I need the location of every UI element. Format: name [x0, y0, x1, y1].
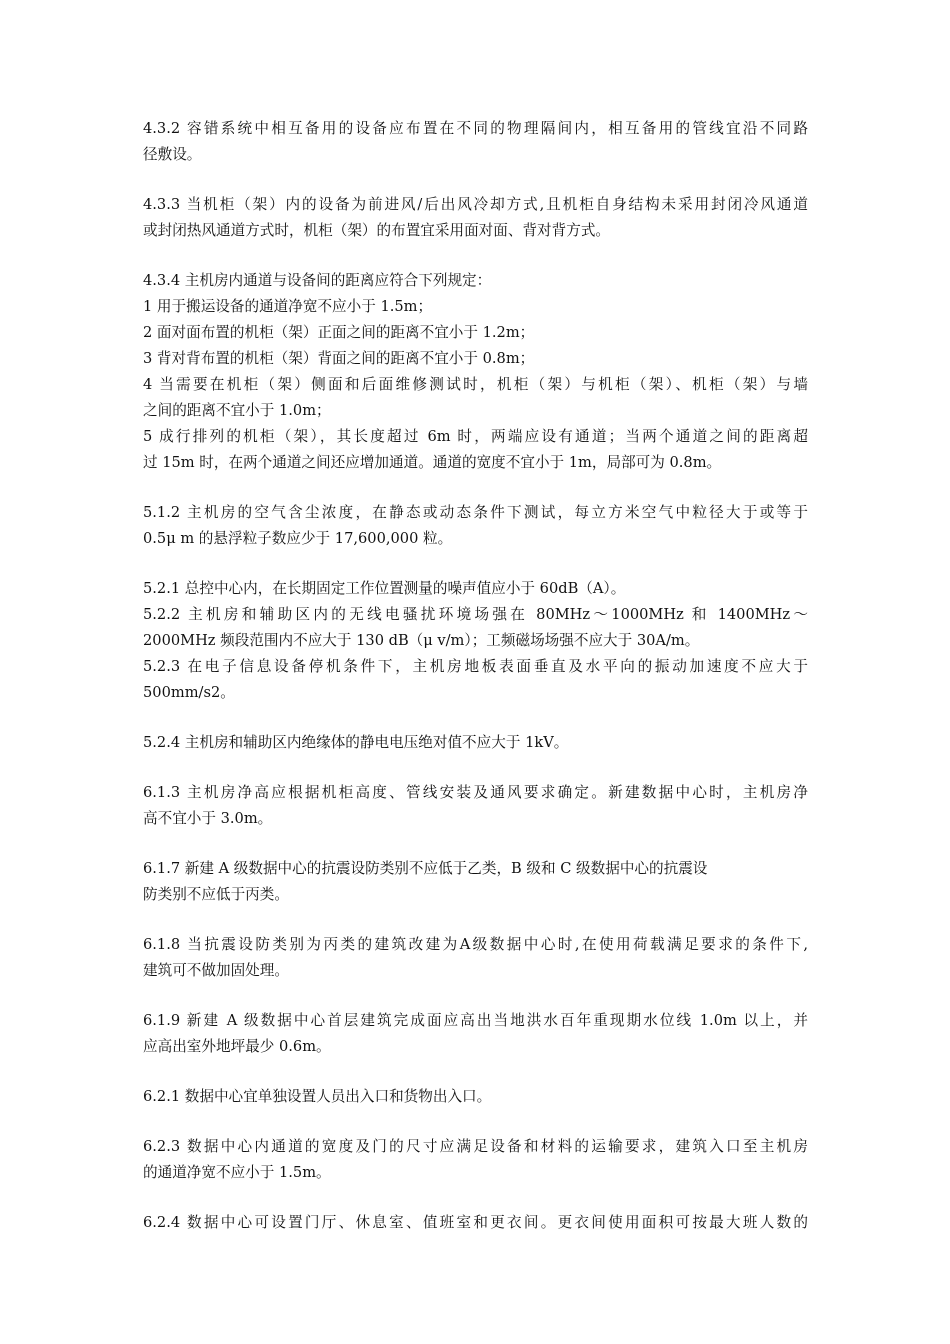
text-line: 6.1.3 主机房净高应根据机柜高度、管线安装及通风要求确定。新建数据中心时，主机房净	[143, 784, 808, 801]
text-line: 建筑可不做加固处理。	[143, 962, 289, 979]
text-line: 5.1.2 主机房的空气含尘浓度，在静态或动态条件下测试，每立方米空气中粒径大于或等于	[143, 504, 808, 521]
clause-6-1-8	[143, 932, 808, 984]
clause-6-2-1	[143, 1084, 808, 1110]
text-line: 径敷设。	[143, 146, 202, 163]
text-line: 5.2.1 总控中心内，在长期固定工作位置测量的噪声值应小于 60dB（A）。	[143, 580, 626, 597]
clause-6-1-9	[143, 1008, 808, 1060]
text-line: 6.2.3 数据中心内通道的宽度及门的尺寸应满足设备和材料的运输要求，建筑入口至主机房	[143, 1138, 808, 1155]
text-line: 过 15m 时，在两个通道之间还应增加通道。通道的宽度不宜小于 1m，局部可为 0.8m。	[143, 454, 722, 471]
text-line: 0.5μ m 的悬浮粒子数应少于 17,600,000 粒。	[143, 530, 453, 547]
list-item: 2 面对面布置的机柜（架）正面之间的距离不宜小于 1.2m；	[143, 324, 535, 341]
clause-5-1-2	[143, 500, 808, 552]
text-line: 6.1.8 当抗震设防类别为丙类的建筑改建为A级数据中心时,在使用荷载满足要求的条件下,	[143, 936, 808, 953]
text-line: 6.1.9 新建 A 级数据中心首层建筑完成面应高出当地洪水百年重现期水位线 1.0m 以上，并	[143, 1012, 808, 1029]
list-item: 5 成行排列的机柜（架），其长度超过 6m 时，两端应设有通道；当两个通道之间的距离超	[143, 428, 808, 445]
text-line: 5.2.2 主机房和辅助区内的无线电骚扰环境场强在 80MHz～1000MHz 和 1400MHz～	[143, 606, 808, 623]
text-line: 6.2.1 数据中心宜单独设置人员出入口和货物出入口。	[143, 1088, 492, 1105]
list-item: 1 用于搬运设备的通道净宽不应小于 1.5m；	[143, 298, 433, 315]
clause-5-2-4	[143, 730, 808, 756]
text-line: 2000MHz 频段范围内不应大于 130 dB（μ v/m）；工频磁场场强不应大于 30A/m。	[143, 632, 700, 649]
clause-6-2-3	[143, 1134, 808, 1186]
list-item: 4 当需要在机柜（架）侧面和后面维修测试时，机柜（架）与机柜（架）、机柜（架）与墙	[143, 376, 808, 393]
text-line: 4.3.2 容错系统中相互备用的设备应布置在不同的物理隔间内，相互备用的管线宜沿不同路	[143, 120, 808, 137]
clause-4-3-4	[143, 268, 808, 476]
text-line: 6.1.7 新建 A 级数据中心的抗震设防类别不应低于乙类，B 级和 C 级数据中心的抗震设	[143, 860, 708, 877]
text-line: 5.2.4 主机房和辅助区内绝缘体的静电电压绝对值不应大于 1kV。	[143, 734, 569, 751]
text-line: 高不宜小于 3.0m。	[143, 810, 273, 827]
clause-4-3-3	[143, 192, 808, 244]
text-line: 6.2.4 数据中心可设置门厅、休息室、值班室和更衣间。更衣间使用面积可按最大班人数的	[143, 1214, 808, 1231]
text-line: 应高出室外地坪最少 0.6m。	[143, 1038, 331, 1055]
text-line: 4.3.4 主机房内通道与设备间的距离应符合下列规定：	[143, 272, 492, 289]
document-page	[143, 116, 808, 1260]
clause-4-3-2	[143, 116, 808, 168]
text-line: 防类别不应低于丙类。	[143, 886, 289, 903]
text-line: 4.3.3 当机柜（架）内的设备为前进风/后出风冷却方式,且机柜自身结构未采用封闭冷风通道	[143, 196, 808, 213]
text-line: 500mm/s2。	[143, 684, 235, 701]
text-line: 的通道净宽不应小于 1.5m。	[143, 1164, 331, 1181]
clause-6-2-4	[143, 1210, 808, 1236]
list-item: 3 背对背布置的机柜（架）背面之间的距离不宜小于 0.8m；	[143, 350, 535, 367]
clause-6-1-3	[143, 780, 808, 832]
text-line: 或封闭热风通道方式时，机柜（架）的布置宜采用面对面、背对背方式。	[143, 222, 611, 239]
clause-6-1-7	[143, 856, 808, 908]
text-line: 5.2.3 在电子信息设备停机条件下，主机房地板表面垂直及水平向的振动加速度不应大于	[143, 658, 808, 675]
text-line: 之间的距离不宜小于 1.0m；	[143, 402, 331, 419]
clause-5-2-1	[143, 576, 808, 706]
